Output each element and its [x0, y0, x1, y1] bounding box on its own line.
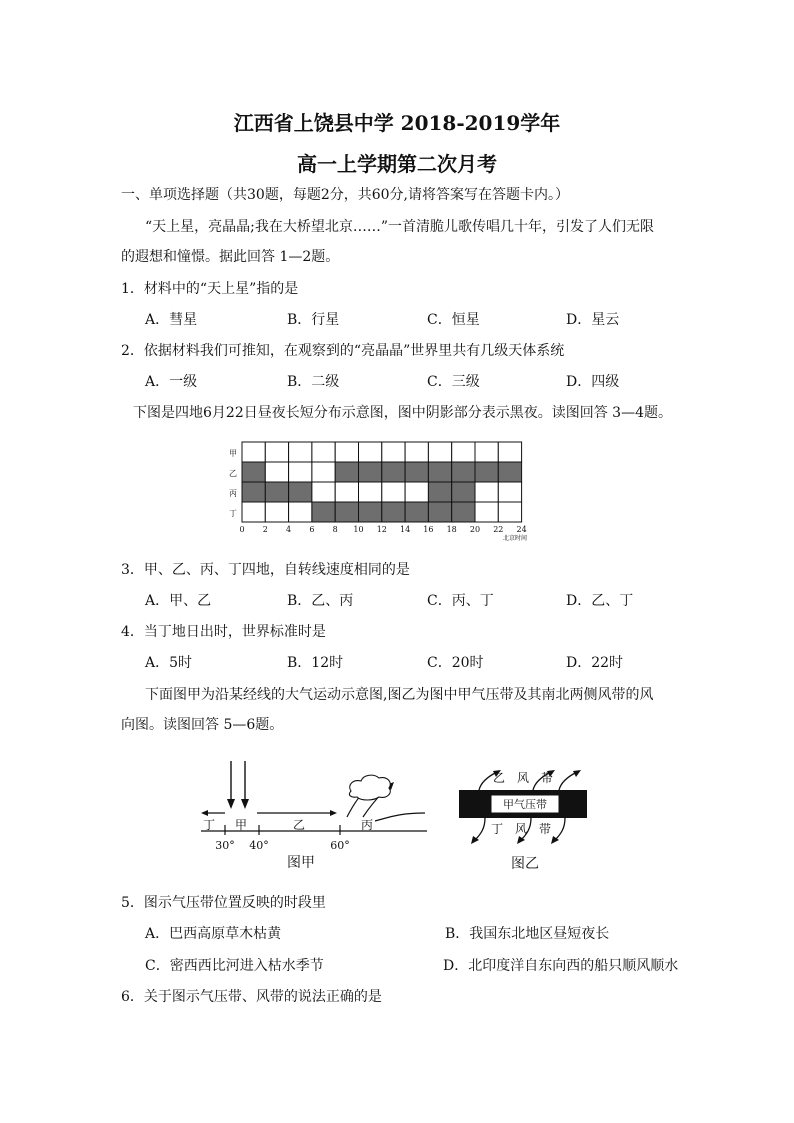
question4-option-d[interactable]: D．22时	[566, 655, 624, 671]
question5-option-c[interactable]: C．密西西比河进入枯水季节	[145, 958, 324, 974]
row-label: 丁	[229, 509, 237, 518]
night-cell	[382, 462, 405, 482]
tick-label: 2	[262, 525, 268, 534]
question3-option-d[interactable]: D．乙、丁	[566, 593, 634, 609]
question3-option-a[interactable]: A．甲、乙	[145, 593, 212, 609]
zone-label-ding: 丁	[202, 818, 216, 832]
figure-yi	[455, 770, 595, 875]
tick-label: 14	[400, 525, 411, 534]
question5-stem: 5．图示气压带位置反映的时段里	[121, 895, 326, 911]
question1-option-c[interactable]: C．恒星	[427, 312, 480, 328]
question1-stem: 1．材料中的“天上星”指的是	[121, 281, 299, 297]
day-cell	[382, 482, 405, 502]
tick-label: 0	[239, 525, 245, 534]
figure-yi-caption: 图乙	[511, 856, 539, 872]
day-cell	[382, 442, 405, 462]
night-cell	[452, 462, 475, 482]
night-cell	[405, 462, 428, 482]
question2-option-d[interactable]: D．四级	[566, 374, 620, 390]
night-cell	[452, 502, 475, 522]
passage3-line2: 向图。读图回答 5—6题。	[121, 717, 284, 733]
day-cell	[498, 442, 521, 462]
tick-labels	[239, 525, 526, 534]
tick-label: 10	[353, 525, 364, 534]
night-cell	[359, 462, 382, 482]
day-cell	[312, 482, 335, 502]
figure-jia	[195, 755, 435, 875]
row-labels	[229, 449, 237, 518]
tick-label: 8	[332, 525, 338, 534]
zone-label-yi: 乙	[292, 818, 306, 832]
lat-tick-60: 60°	[330, 839, 350, 852]
passage3-line1: 下面图甲为沿某经线的大气运动示意图,图乙为图中甲气压带及其南北两侧风带的风	[145, 687, 654, 703]
day-cell	[428, 442, 451, 462]
day-cell	[405, 482, 428, 502]
passage1-line1: “天上星，亮晶晶;我在大桥望北京……”一首清脆儿歌传唱几十年，引发了人们无限	[145, 219, 655, 235]
night-cell	[428, 482, 451, 502]
tick-label: 6	[309, 525, 315, 534]
axis-label: 北京时间	[502, 535, 528, 542]
section-heading: 一、单项选择题（共30题，每题2分，共60分,请将答案写在答题卡内。）	[121, 187, 569, 203]
day-cell	[265, 442, 288, 462]
day-cell	[359, 482, 382, 502]
question4-stem: 4．当丁地日出时，世界标准时是	[121, 624, 326, 640]
day-cell	[359, 442, 382, 462]
night-cell	[382, 502, 405, 522]
night-cell	[428, 462, 451, 482]
question3-stem: 3．甲、乙、丙、丁四地，自转线速度相同的是	[121, 562, 410, 578]
day-cell	[498, 502, 521, 522]
night-cell	[359, 502, 382, 522]
zone-label-jia: 甲	[234, 818, 248, 832]
question5-option-b[interactable]: B．我国东北地区昼短夜长	[445, 926, 610, 942]
night-cell	[265, 482, 288, 502]
day-cell	[475, 442, 498, 462]
day-cell	[289, 502, 312, 522]
question5-option-d[interactable]: D．北印度洋自东向西的船只顺风顺水	[443, 958, 679, 974]
night-cell	[242, 482, 265, 502]
day-cell	[405, 442, 428, 462]
day-cell	[265, 462, 288, 482]
night-cell	[335, 462, 358, 482]
day-cell	[475, 502, 498, 522]
night-cell	[452, 482, 475, 502]
question6-stem: 6．关于图示气压带、风带的说法正确的是	[121, 989, 382, 1005]
tick-label: 4	[286, 525, 292, 534]
night-cell	[312, 502, 335, 522]
page-title-line1: 江西省上饶县中学 2018-2019学年	[233, 111, 561, 135]
page-title-line2: 高一上学期第二次月考	[297, 152, 497, 176]
tick-label: 12	[376, 525, 387, 534]
night-cell	[475, 462, 498, 482]
night-cell	[242, 462, 265, 482]
question4-option-b[interactable]: B．12时	[287, 655, 344, 671]
grid-cells	[242, 442, 522, 522]
night-cell	[289, 482, 312, 502]
question3-option-b[interactable]: B．乙、丙	[287, 593, 354, 609]
row-label: 乙	[229, 469, 237, 478]
pressure-belt-label: 甲气压带	[503, 798, 547, 811]
figure-jia-caption: 图甲	[287, 855, 315, 871]
question2-option-c[interactable]: C．三级	[427, 374, 480, 390]
question1-option-d[interactable]: D．星云	[566, 312, 620, 328]
night-cell	[498, 462, 521, 482]
day-cell	[335, 442, 358, 462]
day-cell	[475, 482, 498, 502]
day-cell	[289, 462, 312, 482]
wind-belt-ding-label: 丁 风 带	[490, 822, 552, 836]
zone-label-bing: 丙	[360, 818, 374, 832]
question5-option-a[interactable]: A．巴西高原草木枯黄	[145, 926, 282, 942]
passage1-line2: 的遐想和憧憬。据此回答 1—2题。	[121, 249, 340, 265]
question4-option-c[interactable]: C．20时	[427, 655, 484, 671]
night-cell	[405, 502, 428, 522]
day-night-figure	[225, 437, 545, 547]
row-label: 甲	[229, 449, 237, 458]
night-cell	[428, 502, 451, 522]
day-cell	[498, 482, 521, 502]
tick-label: 20	[469, 525, 481, 534]
row-label: 丙	[229, 489, 237, 498]
passage2-line1: 下图是四地6月22日昼夜长短分布示意图，图中阴影部分表示黑夜。读图回答 3—4题。	[133, 405, 672, 421]
wind-belt-yi-label: 乙 风 带	[492, 771, 554, 785]
question4-option-a[interactable]: A．5时	[145, 655, 193, 671]
day-cell	[312, 442, 335, 462]
question1-option-b[interactable]: B．行星	[287, 312, 340, 328]
tick-label: 18	[446, 525, 457, 534]
day-cell	[242, 502, 265, 522]
day-cell	[452, 442, 475, 462]
question2-option-a[interactable]: A．一级	[145, 374, 198, 390]
question1-option-a[interactable]: A．彗星	[145, 312, 198, 328]
question2-stem: 2．依据材料我们可推知，在观察到的“亮晶晶”世界里共有几级天体系统	[121, 343, 565, 359]
day-cell	[312, 462, 335, 482]
day-cell	[242, 442, 265, 462]
tick-label: 16	[423, 525, 434, 534]
lat-tick-40: 40°	[249, 839, 269, 852]
tick-label: 24	[516, 525, 527, 534]
lat-tick-30: 30°	[215, 839, 235, 852]
day-cell	[265, 502, 288, 522]
tick-label: 22	[493, 525, 504, 534]
question3-option-c[interactable]: C．丙、丁	[427, 593, 494, 609]
night-cell	[335, 502, 358, 522]
day-cell	[335, 482, 358, 502]
day-cell	[289, 442, 312, 462]
question2-option-b[interactable]: B．二级	[287, 374, 340, 390]
